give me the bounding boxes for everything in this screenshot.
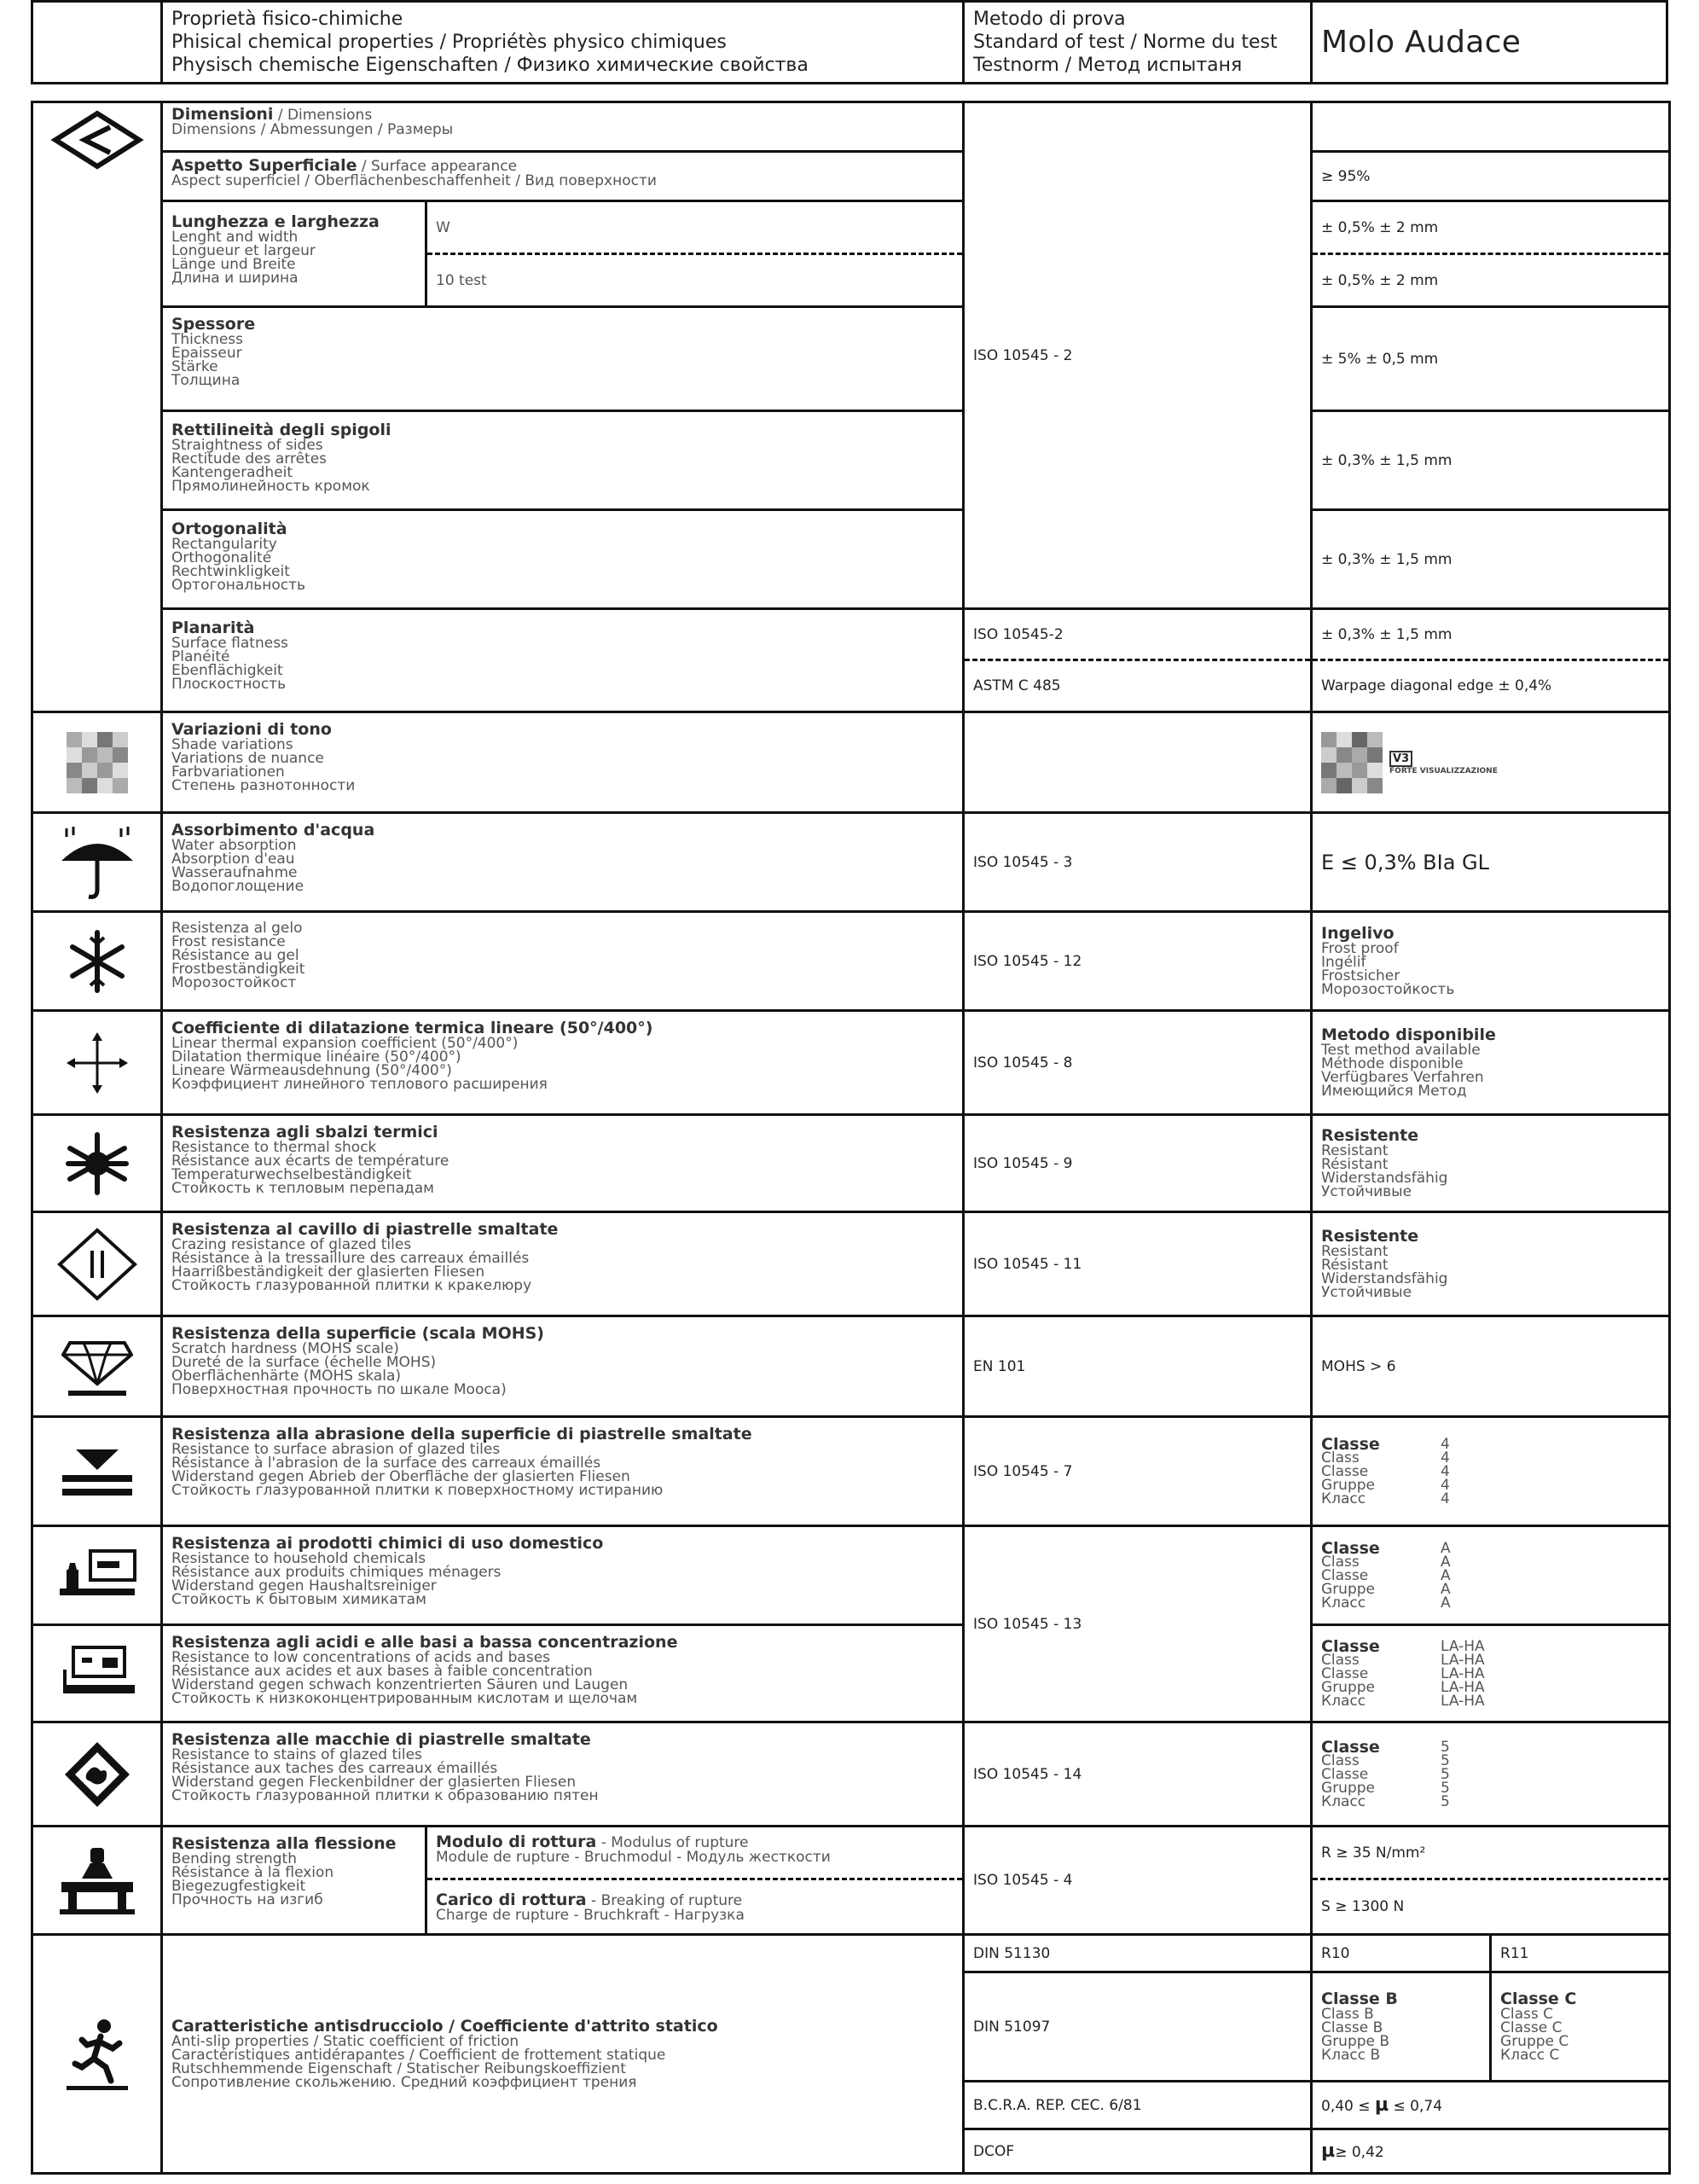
antislip-class-b [1312, 1972, 1491, 2082]
abrasion-class-value-3: 4 [1441, 1462, 1450, 1480]
surface-title: Aspetto Superficiale [171, 156, 357, 175]
flat-line-3: Ebenflächigkeit [171, 662, 283, 679]
flat-line-4: Плоскостность [171, 676, 287, 693]
household-chemicals-icon [32, 1526, 162, 1625]
thermal-value-title: Metodo disponibile [1321, 1025, 1496, 1044]
acids-class-value-2: LA-HA [1441, 1651, 1485, 1669]
thermal-value-line-4: Имеющийся Метод [1321, 1083, 1467, 1100]
bending-sub1-line: Module de rupture - Bruchmodul - Модуль жесткости [436, 1849, 831, 1866]
acids-icon [32, 1625, 162, 1722]
crazing-line-3: Haarrißbeständigkeit der glasierten Fliesen [171, 1263, 485, 1281]
water-line-4: Водопоглощение [171, 878, 304, 895]
acids-class-value-4: LA-HA [1441, 1678, 1485, 1696]
shade-badge-swatch [1321, 732, 1383, 793]
acids-line-4: Стойкость к низкоконцентрированным кислотам и щелочам [171, 1690, 638, 1707]
stains-class-value-2: 5 [1441, 1751, 1450, 1769]
shock-label [162, 1115, 964, 1212]
shock-value-line-1: Resistant [1321, 1142, 1389, 1159]
thermal-line-4: Коэффициент линейного теплового расширения [171, 1076, 548, 1093]
expand-arrows-icon [32, 1011, 162, 1115]
crazing-line-1: Crazing resistance of glazed tiles [171, 1236, 412, 1253]
abrasion-class-label-5: Класс [1321, 1490, 1366, 1507]
crazing-value-title: Resistente [1321, 1227, 1419, 1246]
diamond-icon [32, 1316, 162, 1417]
abrasion-icon [32, 1417, 162, 1526]
snowflake-icon [32, 912, 162, 1011]
antislip-class-b-2: Class B [1321, 2006, 1374, 2023]
straight-value: ± 0,3% ± 1,5 mm [1312, 411, 1670, 510]
umbrella-icon [32, 813, 162, 912]
acids-class-label-1: Classe [1321, 1636, 1380, 1656]
antislip-method-din51097: DIN 51097 [964, 1972, 1312, 2082]
household-class-label-1: Classe [1321, 1538, 1380, 1558]
antislip-method-dcof: DCOF [964, 2129, 1312, 2174]
thermal-method: ISO 10545 - 8 [964, 1011, 1312, 1115]
thermal-line-1: Linear thermal expansion coefficient (50°/400°) [171, 1035, 519, 1052]
header-table [31, 0, 1668, 84]
household-label [162, 1526, 964, 1625]
crazing-line-2: Résistance à la tressaillure des carreaux émaillés [171, 1250, 530, 1267]
thermal-title: Coefficiente di dilatazione termica lineare (50°/400°) [171, 1019, 653, 1037]
mohs-value: MOHS > 6 [1312, 1316, 1670, 1417]
thickness-value: ± 5% ± 0,5 mm [1312, 307, 1670, 411]
household-value [1312, 1526, 1670, 1625]
shock-value-line-4: Устойчивые [1321, 1183, 1412, 1200]
abrasion-class-label-1: Classe [1321, 1434, 1380, 1454]
shade-line-1: Shade variations [171, 736, 293, 753]
household-class-value-1: A [1441, 1539, 1451, 1557]
stains-class-grid [1321, 1737, 1660, 1810]
crazing-value-line-3: Widerstandsfähig [1321, 1270, 1448, 1287]
mohs-line-4: Поверхностная прочность по шкале Мооса) [171, 1381, 507, 1398]
header-method-en-fr: Standard of test / Norme du test [973, 32, 1278, 53]
crazing-label [162, 1212, 964, 1316]
stains-class-label-1: Classe [1321, 1737, 1380, 1757]
surface-title-tail: / Surface appearance [357, 158, 518, 175]
abrasion-class-value-4: 4 [1441, 1476, 1450, 1494]
shock-value-title: Resistente [1321, 1126, 1419, 1145]
antislip-class-b-4: Gruppe B [1321, 2033, 1390, 2050]
ortho-title: Ortogonalità [171, 520, 287, 538]
shade-value [1312, 712, 1670, 813]
stains-class-label-4: Gruppe [1321, 1779, 1375, 1797]
water-line-2: Absorption d'eau [171, 851, 295, 868]
antislip-class-c-1: Classe C [1500, 1989, 1577, 2008]
bending-line-4: Прочность на изгиб [171, 1891, 323, 1908]
shock-value-line-2: Résistant [1321, 1156, 1389, 1173]
ortho-line-3: Rechtwinkligkeit [171, 563, 290, 580]
shade-icon [67, 732, 128, 793]
flat-methods [964, 609, 1312, 712]
antislip-bcra-pre: 0,40 ≤ [1321, 2098, 1375, 2115]
bending-sub2-line: Charge de rupture - Bruchkraft - Нагрузка [436, 1907, 745, 1924]
flat-label [162, 609, 964, 712]
ortho-line-1: Rectangularity [171, 536, 277, 553]
frost-line-4: Морозостойкост [171, 974, 297, 991]
frost-value [1312, 912, 1670, 1011]
shock-method: ISO 10545 - 9 [964, 1115, 1312, 1212]
acids-line-3: Widerstand gegen schwach konzentrierten Säuren und Laugen [171, 1676, 629, 1693]
abrasion-class-value-5: 4 [1441, 1490, 1450, 1507]
bending-sub2-title: Carico di rottura [436, 1891, 587, 1909]
household-class-label-3: Classe [1321, 1566, 1369, 1584]
straight-line-2: Rectitude des arrêtes [171, 450, 328, 468]
stains-line-2: Résistance aux taches des carreaux émaillés [171, 1760, 498, 1777]
bending-sub1-tail: - Modulus of rupture [596, 1834, 749, 1851]
bending-line-3: Biegezugfestigkeit [171, 1878, 306, 1895]
abrasion-class-value-1: 4 [1441, 1435, 1450, 1453]
household-class-value-2: A [1441, 1553, 1451, 1571]
stains-class-label-3: Classe [1321, 1765, 1369, 1783]
antislip-line-3: Rutschhemmende Eigenschaft / Statischer Reibungskoeffizient [171, 2060, 626, 2077]
header-method-de-ru: Testnorm / Метод испытаня [973, 55, 1243, 76]
household-class-value-5: A [1441, 1594, 1451, 1612]
product-name: Molo Audace [1321, 24, 1522, 60]
flat-value-2: Warpage diagonal edge ± 0,4% [1321, 677, 1552, 694]
household-title: Resistenza ai prodotti chimici di uso domestico [171, 1534, 604, 1553]
acids-class-value-5: LA-HA [1441, 1692, 1485, 1710]
shade-title: Variazioni di tono [171, 720, 332, 739]
shock-value-line-3: Widerstandsfähig [1321, 1170, 1448, 1187]
stains-title: Resistenza alle macchie di piastrelle smaltate [171, 1730, 591, 1749]
abrasion-class-label-4: Gruppe [1321, 1476, 1375, 1494]
abrasion-label [162, 1417, 964, 1526]
antislip-line-1: Anti-slip properties / Static coefficient of friction [171, 2033, 519, 2050]
bending-sub-load [427, 1880, 962, 1933]
bending-values [1312, 1827, 1670, 1935]
shade-icon-cell [32, 712, 162, 813]
shade-label [162, 712, 964, 813]
household-class-label-4: Gruppe [1321, 1580, 1375, 1598]
bending-line-1: Bending strength [171, 1850, 297, 1867]
thickness-title: Spessore [171, 315, 256, 334]
length-sub-10test: 10 test [436, 271, 487, 289]
frost-method: ISO 10545 - 12 [964, 912, 1312, 1011]
antislip-class-b-1: Classe B [1321, 1989, 1398, 2008]
water-line-3: Wasseraufnahme [171, 864, 298, 881]
stains-class-value-4: 5 [1441, 1779, 1450, 1797]
header-properties-cell [162, 2, 964, 84]
antislip-label [162, 1935, 964, 2174]
antislip-line-2: Caractéristiques antidérapantes / Coefficient de frottement statique [171, 2047, 666, 2064]
bending-value-2: S ≥ 1300 N [1321, 1898, 1405, 1915]
acids-title: Resistenza agli acidi e alle basi a bassa concentrazione [171, 1633, 678, 1652]
acids-class-value-3: LA-HA [1441, 1664, 1485, 1682]
length-value-2: ± 0,5% ± 2 mm [1321, 271, 1439, 289]
surface-line: Aspect superficiel / Oberflächenbeschaffenheit / Вид поверхности [171, 172, 657, 189]
frost-value-title: Ingelivo [1321, 924, 1395, 943]
shock-line-4: Стойкость к тепловым перепадам [171, 1180, 435, 1197]
shock-line-3: Temperaturwechselbeständigkeit [171, 1166, 412, 1183]
frost-value-line-1: Frost proof [1321, 940, 1399, 957]
household-line-4: Стойкость к бытовым химикатам [171, 1591, 426, 1608]
bending-label [162, 1827, 426, 1935]
stains-label [162, 1722, 964, 1827]
flat-line-1: Surface flatness [171, 635, 288, 652]
mohs-line-2: Dureté de la surface (échelle MOHS) [171, 1354, 437, 1371]
water-line-1: Water absorption [171, 837, 297, 854]
friction-mu-icon-2: µ [1321, 2140, 1336, 2162]
frost-label [162, 912, 964, 1011]
antislip-title: Caratteristiche antisdrucciolo / Coefficiente d'attrito statico [171, 2017, 718, 2036]
acids-label [162, 1625, 964, 1722]
shock-title: Resistenza agli sbalzi termici [171, 1123, 438, 1141]
length-line-3: Länge und Breite [171, 256, 296, 273]
crazing-value-line-4: Устойчивые [1321, 1284, 1412, 1301]
bending-value-1: R ≥ 35 N/mm² [1313, 1827, 1668, 1880]
flat-values [1312, 609, 1670, 712]
shock-value [1312, 1115, 1670, 1212]
shade-badge: V3 [1389, 751, 1412, 767]
antislip-value-dcof [1312, 2129, 1670, 2174]
length-line-1: Lenght and width [171, 229, 299, 246]
antislip-class-c-3: Classe C [1500, 2019, 1563, 2036]
thickness-line-2: Epaisseur [171, 345, 242, 362]
stains-value [1312, 1722, 1670, 1827]
shade-line-4: Степень разнотонности [171, 777, 356, 794]
mohs-label [162, 1316, 964, 1417]
stains-class-value-5: 5 [1441, 1792, 1450, 1810]
household-class-value-4: A [1441, 1580, 1451, 1598]
antislip-line-4: Сопротивление скольжению. Средний коэффициент трения [171, 2074, 637, 2091]
length-line-2: Longueur et largeur [171, 242, 316, 259]
abrasion-method: ISO 10545 - 7 [964, 1417, 1312, 1526]
thermal-label [162, 1011, 964, 1115]
frost-value-line-2: Ingélif [1321, 954, 1366, 971]
shade-line-3: Farbvariationen [171, 764, 285, 781]
acids-class-grid [1321, 1636, 1660, 1710]
header-blank-cell [32, 2, 162, 84]
thermal-value-line-1: Test method available [1321, 1042, 1481, 1059]
antislip-value-bcra [1312, 2082, 1670, 2129]
abrasion-class-grid [1321, 1434, 1660, 1507]
slip-fall-icon [32, 1935, 162, 2174]
bending-sub-modulus [427, 1827, 962, 1880]
crazing-icon [32, 1212, 162, 1316]
thermal-line-3: Lineare Wärmeausdehnung (50°/400°) [171, 1062, 452, 1079]
stains-class-value-3: 5 [1441, 1765, 1450, 1783]
antislip-class-c-5: Класс C [1500, 2047, 1560, 2064]
antislip-method-din51130: DIN 51130 [964, 1935, 1312, 1972]
header-method-it: Metodo di prova [973, 9, 1126, 30]
iso-10545-13-method: ISO 10545 - 13 [964, 1526, 1312, 1722]
length-value-1: ± 0,5% ± 2 mm [1313, 202, 1668, 255]
shade-method [964, 712, 1312, 813]
length-subtests [426, 201, 964, 307]
dimensions-line: Dimensions / Abmessungen / Размеры [171, 121, 454, 138]
flat-value-1: ± 0,3% ± 1,5 mm [1313, 610, 1668, 661]
crazing-title: Resistenza al cavillo di piastrelle smaltate [171, 1220, 559, 1239]
household-line-1: Resistance to household chemicals [171, 1550, 426, 1567]
iso-10545-2-text: ISO 10545 - 2 [973, 346, 1073, 364]
bending-sub2-tail: - Breaking of rupture [586, 1892, 743, 1909]
acids-class-label-4: Gruppe [1321, 1678, 1375, 1696]
stains-class-label-5: Класс [1321, 1792, 1366, 1810]
mohs-line-1: Scratch hardness (MOHS scale) [171, 1340, 399, 1357]
length-sub-w: W [427, 202, 962, 255]
antislip-class-c-4: Gruppe C [1500, 2033, 1569, 2050]
straight-label [162, 411, 964, 510]
shock-line-1: Resistance to thermal shock [171, 1139, 377, 1156]
frost-value-line-4: Морозостойкость [1321, 981, 1455, 998]
stains-class-value-1: 5 [1441, 1738, 1450, 1756]
abrasion-line-3: Widerstand gegen Abrieb der Oberfläche der glasierten Fliesen [171, 1468, 630, 1485]
acids-class-label-5: Класс [1321, 1692, 1366, 1710]
length-values [1312, 201, 1670, 307]
properties-table [31, 101, 1671, 2175]
frost-line-2: Résistance au gel [171, 947, 299, 964]
antislip-bcra-post: ≤ 0,74 [1389, 2098, 1443, 2115]
water-method: ISO 10545 - 3 [964, 813, 1312, 912]
crazing-value-line-2: Résistant [1321, 1257, 1389, 1274]
header-product-cell [1312, 2, 1667, 84]
water-value: E ≤ 0,3% BIa GL [1312, 813, 1670, 912]
stain-icon [32, 1722, 162, 1827]
abrasion-title: Resistenza alla abrasione della superficie di piastrelle smaltate [171, 1425, 752, 1443]
acids-class-value-1: LA-HA [1441, 1637, 1485, 1655]
thermal-value-line-2: Méthode disponible [1321, 1055, 1464, 1072]
surface-value: ≥ 95% [1312, 152, 1670, 201]
flat-method-1: ISO 10545-2 [965, 610, 1310, 661]
crazing-line-4: Стойкость глазурованной плитки к кракелюру [171, 1277, 532, 1294]
bending-line-2: Résistance à la flexion [171, 1864, 334, 1881]
straight-line-1: Straightness of sides [171, 437, 323, 454]
flat-title: Planarità [171, 619, 255, 637]
water-title: Assorbimento d'acqua [171, 821, 375, 839]
acids-line-2: Résistance aux acides et aux bases à faible concentration [171, 1663, 593, 1680]
thermal-line-2: Dilatation thermique linéaire (50°/400°) [171, 1048, 461, 1066]
frost-value-line-3: Frostsicher [1321, 967, 1400, 985]
dimensions-title-tail: / Dimensions [273, 107, 373, 124]
iso-10545-2-method [964, 102, 1312, 609]
bending-method: ISO 10545 - 4 [964, 1827, 1312, 1935]
friction-mu-icon: µ [1374, 2094, 1389, 2116]
acids-class-label-3: Classe [1321, 1664, 1369, 1682]
household-class-grid [1321, 1538, 1660, 1612]
mohs-method: EN 101 [964, 1316, 1312, 1417]
abrasion-value [1312, 1417, 1670, 1526]
length-label [162, 201, 426, 307]
stains-class-label-2: Class [1321, 1751, 1360, 1769]
flat-line-2: Planéité [171, 648, 230, 665]
stains-line-4: Стойкость глазурованной плитки к образованию пятен [171, 1787, 599, 1804]
crazing-value [1312, 1212, 1670, 1316]
thickness-line-4: Толщина [171, 372, 241, 389]
bending-title: Resistenza alla flessione [171, 1834, 397, 1853]
stains-line-1: Resistance to stains of glazed tiles [171, 1746, 422, 1763]
acids-value [1312, 1625, 1670, 1722]
bending-strength-icon [32, 1827, 162, 1935]
straight-line-3: Kantengeradheit [171, 464, 293, 481]
abrasion-class-label-2: Class [1321, 1449, 1360, 1467]
household-class-value-3: A [1441, 1566, 1451, 1584]
antislip-class-c [1491, 1972, 1670, 2082]
household-line-2: Résistance aux produits chimiques ménagers [171, 1564, 502, 1581]
antislip-class-b-5: Класс B [1321, 2047, 1381, 2064]
header-properties-de-ru: Physisch chemische Eigenschaften / Физико химические свойства [171, 55, 809, 76]
abrasion-class-value-2: 4 [1441, 1449, 1450, 1467]
thermal-value-line-3: Verfügbares Verfahren [1321, 1069, 1484, 1086]
straight-title: Rettilineità degli spigoli [171, 421, 391, 439]
frost-title: Resistenza al gelo [171, 920, 303, 937]
straight-line-4: Прямолинейность кромок [171, 478, 370, 495]
stains-line-3: Widerstand gegen Fleckenbildner der glasierten Fliesen [171, 1774, 577, 1791]
acids-line-1: Resistance to low concentrations of acids and bases [171, 1649, 551, 1666]
length-line-4: Длина и ширина [171, 270, 299, 287]
frost-line-3: Frostbeständigkeit [171, 961, 305, 978]
thermal-shock-icon [32, 1115, 162, 1212]
crazing-value-line-1: Resistant [1321, 1243, 1389, 1260]
bending-subrows [426, 1827, 964, 1935]
antislip-class-c-2: Class C [1500, 2006, 1554, 2023]
shade-badge-caption: FORTE VISUALIZZAZIONE [1389, 767, 1498, 775]
abrasion-line-1: Resistance to surface abrasion of glazed tiles [171, 1441, 501, 1458]
antislip-class-b-3: Classe B [1321, 2019, 1383, 2036]
antislip-dcof-value: ≥ 0,42 [1335, 2144, 1384, 2161]
header-method-cell [964, 2, 1312, 84]
dimensions-value [1312, 102, 1670, 152]
household-class-label-2: Class [1321, 1553, 1360, 1571]
ortho-value: ± 0,3% ± 1,5 mm [1312, 510, 1670, 609]
antislip-method-bcra: B.C.R.A. REP. CEC. 6/81 [964, 2082, 1312, 2129]
shock-line-2: Résistance aux écarts de température [171, 1153, 449, 1170]
thickness-line-1: Thickness [171, 331, 244, 348]
dimensions-label [162, 102, 964, 152]
mohs-title: Resistenza della superficie (scala MOHS) [171, 1324, 544, 1343]
abrasion-line-2: Résistance à l'abrasion de la surface des carreaux émaillés [171, 1455, 601, 1472]
acids-class-label-2: Class [1321, 1651, 1360, 1669]
crazing-method: ISO 10545 - 11 [964, 1212, 1312, 1316]
surface-label [162, 152, 964, 201]
length-title: Lunghezza e larghezza [171, 212, 380, 231]
water-label [162, 813, 964, 912]
household-line-3: Widerstand gegen Haushaltsreiniger [171, 1577, 437, 1594]
thermal-value [1312, 1011, 1670, 1115]
flat-method-2: ASTM C 485 [973, 677, 1061, 694]
frost-line-1: Frost resistance [171, 933, 286, 950]
thickness-label [162, 307, 964, 411]
header-properties-it: Proprietà fisico-chimiche [171, 9, 403, 30]
stains-method: ISO 10545 - 14 [964, 1722, 1312, 1827]
abrasion-class-label-3: Classe [1321, 1462, 1369, 1480]
household-class-label-5: Класс [1321, 1594, 1366, 1612]
shade-line-2: Variations de nuance [171, 750, 324, 767]
ortho-line-2: Orthogonalité [171, 549, 272, 566]
antislip-value-r10: R10 [1312, 1935, 1491, 1972]
abrasion-line-4: Стойкость глазурованной плитки к поверхностному истиранию [171, 1482, 664, 1499]
bending-sub1-title: Modulo di rottura [436, 1833, 597, 1851]
dimensions-icon [32, 102, 162, 712]
ortho-label [162, 510, 964, 609]
ortho-line-4: Ортогональность [171, 577, 306, 594]
thickness-line-3: Stärke [171, 358, 218, 375]
antislip-value-r11: R11 [1491, 1935, 1670, 1972]
dimensions-title: Dimensioni [171, 105, 274, 124]
header-properties-en-fr: Phisical chemical properties / Propriétès physico chimiques [171, 32, 727, 53]
mohs-line-3: Oberflächenhärte (MOHS skala) [171, 1368, 402, 1385]
